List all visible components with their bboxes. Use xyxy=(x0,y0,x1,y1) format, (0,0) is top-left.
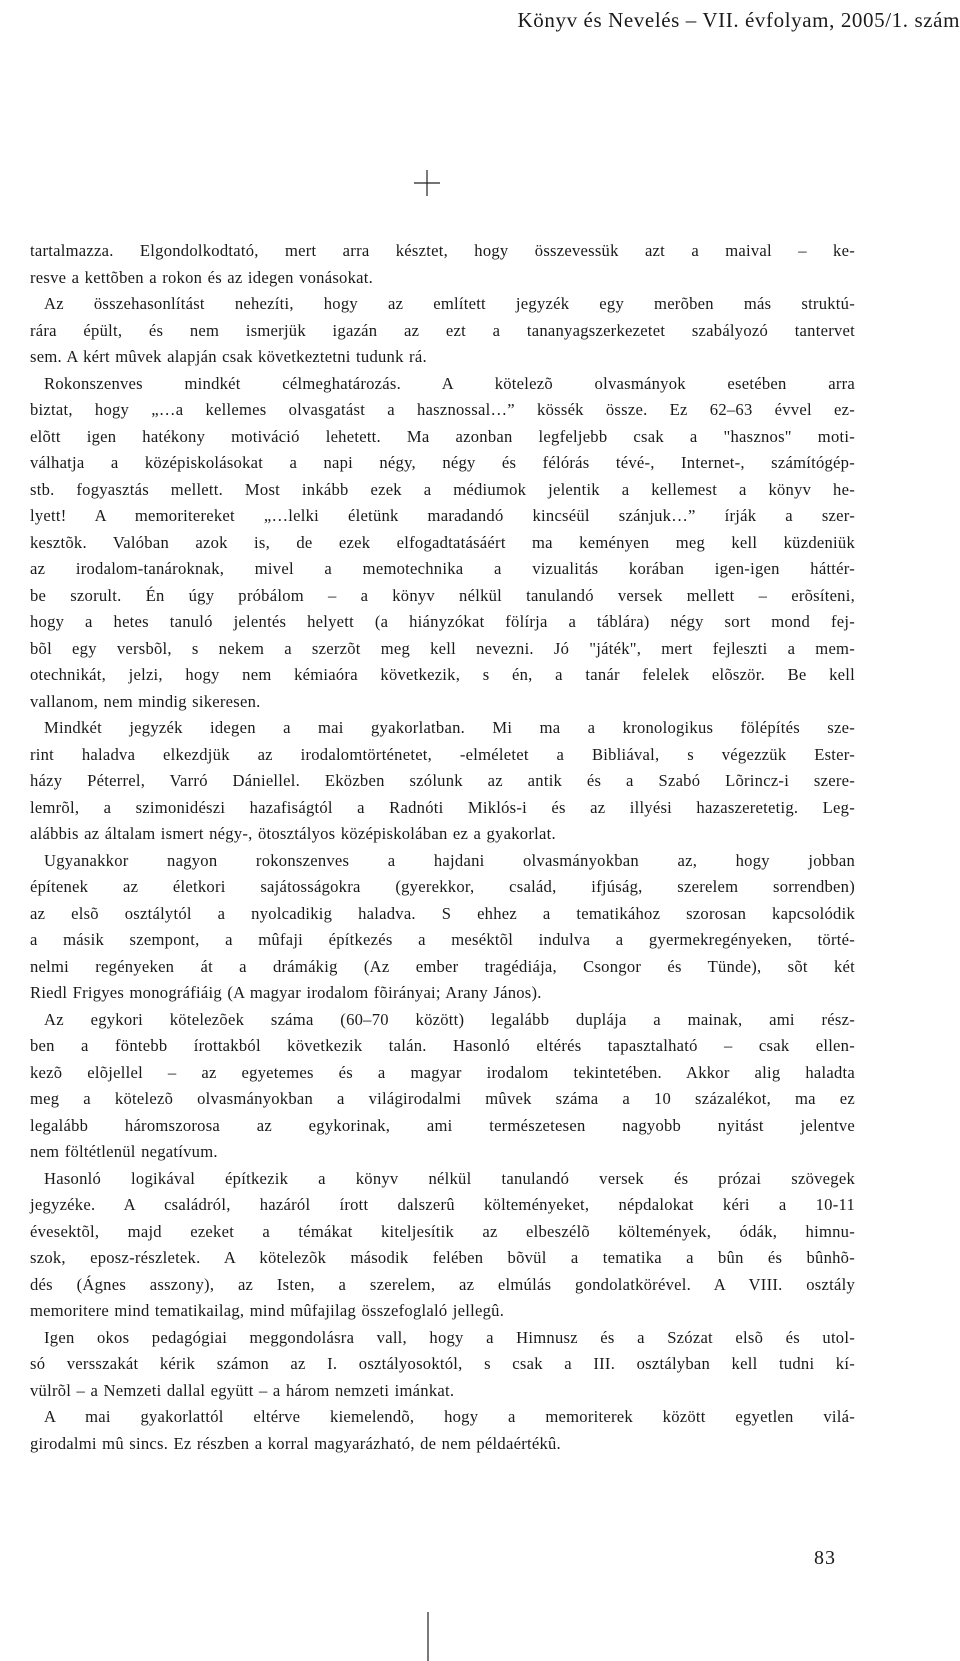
text-line: kesztõk. Valóban azok is, de ezek elfogadtatásáért ma keményen meg kell küzdeniük xyxy=(30,532,855,552)
text-line: legalább háromszorosa az egykorinak, ami természetesen nagyobb nyitást jelentve xyxy=(30,1115,855,1135)
text-line: A mai gyakorlattól eltérve kiemelendõ, hogy a memoriterek között egyetlen vilá- xyxy=(44,1407,855,1426)
text-line: Ugyanakkor nagyon rokonszenves a hajdani olvasmányokban az, hogy jobban xyxy=(44,850,855,870)
text-line: alábbis az általam ismert négy-, ötosztályos középiskolában ez a gyakorlat. xyxy=(30,824,556,843)
text-line: vülrõl – a Nemzeti dallal együtt – a három nemzeti imánkat. xyxy=(30,1380,455,1400)
text-line: só versszakát kérik számon az I. osztályosoktól, s csak a III. osztályban kell tudni kí- xyxy=(30,1354,855,1373)
text-line: elõtt igen hatékony motiváció lehetett. Ma azonban legfeljebb csak a "hasznos" moti- xyxy=(30,426,855,446)
text-line: nelmi regényeken át a drámákig (Az ember tragédiája, Csongor és Tünde), sõt két xyxy=(30,956,855,976)
text-line: girodalmi mû sincs. Ez részben a korral magyarázható, de nem példaértékû. xyxy=(30,1433,561,1453)
crop-mark-line xyxy=(424,1612,432,1661)
text-line: jegyzéke. A családról, hazáról írott dalszerû költeményeket, népdalokat kéri a 10-11 xyxy=(30,1195,855,1214)
text-line: nem föltétlenül negatívum. xyxy=(30,1142,218,1161)
text-line: stb. fogyasztás mellett. Most inkább ezek a médiumok jelentik a kellemest a könyv he- xyxy=(30,479,855,499)
text-line: sem. A kért mûvek alapján csak következtetni tudunk rá. xyxy=(30,347,427,366)
text-line: válhatja a középiskolásokat a napi négy, négy és félórás tévé-, Internet-, számítógép- xyxy=(30,453,855,472)
text-line: a másik szempont, a mûfaji építkezés a meséktõl indulva a gyermekregényeken, törté- xyxy=(30,930,855,949)
text-line: Igen okos pedagógiai meggondolásra vall, hogy a Himnusz és a Szózat elsõ és utol- xyxy=(44,1327,855,1347)
text-line: építenek az életkori sajátosságokra (gyerekkor, család, ifjúság, szerelem sorrendben) xyxy=(30,877,855,896)
text-line: Riedl Frigyes monográfiáig (A magyar irodalom fõirányai; Arany János). xyxy=(30,983,542,1002)
text-line: Az összehasonlítást nehezíti, hogy az említett jegyzék egy merõben más struktú- xyxy=(44,294,855,313)
text-line: bõl egy versbõl, s nekem a szerzõt meg kell nevezni. Jó "játék", mert fejleszti a mem- xyxy=(30,638,855,658)
text-line: dés (Ágnes asszony), az Isten, a szerelem, az elmúlás gondolatkörével. A VIII. osztály xyxy=(30,1274,855,1294)
text-line: otechnikát, jelzi, hogy nem kémiaóra következik, s én, a tanár felelek elõször. Be kell xyxy=(30,665,855,684)
text-line: évesektõl, majd ezeket a témákat kiteljesítik az elbeszélõ költemények, ódák, himnu- xyxy=(30,1221,855,1241)
text-line: be szorult. Én úgy próbálom – a könyv nélkül tanulandó versek mellett – erõsíteni, xyxy=(30,585,855,605)
text-line: Az egykori kötelezõek száma (60–70 között) legalább duplája a mainak, ami rész- xyxy=(44,1009,855,1029)
text-line: Hasonló logikával építkezik a könyv nélkül tanulandó versek és prózai szövegek xyxy=(44,1168,855,1188)
text-line: lyett! A memoritereket „…lelki életünk maradandó kincséül szánjuk…” írják a szer- xyxy=(30,506,855,525)
text-line: Rokonszenves mindkét célmeghatározás. A kötelezõ olvasmányok esetében arra xyxy=(44,373,855,393)
text-line: szok, eposz-részletek. A kötelezõk második felében bõvül a tematika a bûn és bûnhõ- xyxy=(30,1248,855,1267)
text-line: hogy a hetes tanuló jelentés helyett (a hiányzókat fölírja a táblára) négy sort mond fej- xyxy=(30,612,855,631)
text-line: rára épült, és nem ismerjük igazán az ezt a tananyagszerkezetet szabályozó tantervet xyxy=(30,320,855,340)
text-line: az elsõ osztálytól a nyolcadikig haladva. S ehhez a tematikához szorosan kapcsolódik xyxy=(30,903,855,923)
text-line: Mindkét jegyzék idegen a mai gyakorlatban. Mi ma a kronologikus fölépítés sze- xyxy=(44,718,855,737)
text-line: resve a kettõben a rokon és az idegen vonásokat. xyxy=(30,267,373,287)
text-line: kezõ elõjellel – az egyetemes és a magyar irodalom tekintetében. Akkor alig haladta xyxy=(30,1062,855,1082)
text-line: az irodalom-tanároknak, mivel a memotechnika a vizualitás korában igen-igen háttér- xyxy=(30,559,855,578)
text-line: lemrõl, a szimonidészi hazafiságtól a Radnóti Miklós-i és az illyési hazaszeretetig. Leg- xyxy=(30,797,855,817)
text-line: házy Péterrel, Varró Dániellel. Eközben szólunk az antik és a Szabó Lõrincz-i szere- xyxy=(30,771,855,790)
article-body xyxy=(30,238,855,1457)
crop-mark-cross xyxy=(412,168,442,198)
text-line: biztat, hogy „…a kellemes olvasgatást a hasznossal…” kössék össze. Ez 62–63 évvel ez- xyxy=(30,400,855,419)
running-header: Könyv és Nevelés – VII. évfolyam, 2005/1. szám xyxy=(517,8,960,32)
text-line: rint haladva elkezdjük az irodalomtörténetet, -elméletet a Bibliával, s végezzük Ester- xyxy=(30,744,855,764)
text-line: vallanom, nem mindig sikeresen. xyxy=(30,691,261,711)
text-line: ben a föntebb írottakból következik talán. Hasonló eltérés tapasztalható – csak ellen- xyxy=(30,1036,855,1055)
text-line: meg a kötelezõ olvasmányokban a világirodalmi mûvek száma a 10 százalékot, ma ez xyxy=(30,1089,855,1108)
text-line: memoritere mind tematikailag, mind mûfajilag összefoglaló jellegû. xyxy=(30,1301,505,1320)
page-number: 83 xyxy=(814,1547,836,1569)
text-line: tartalmazza. Elgondolkodtató, mert arra késztet, hogy összevessük azt a maival – ke- xyxy=(30,241,855,260)
